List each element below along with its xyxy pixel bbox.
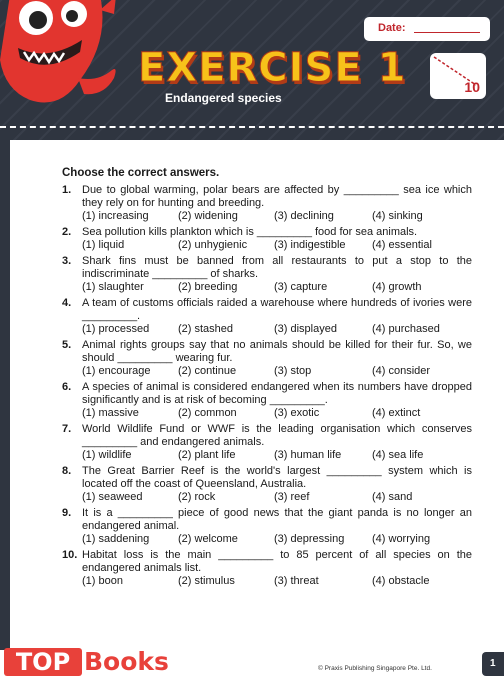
question-text: The Great Barrier Reef is the world's largest _________ system which is located off the coast of Queensland, Australia. xyxy=(82,465,472,490)
option-2[interactable]: (2) breeding xyxy=(178,281,238,293)
exercise-title: EXERCISE 1 xyxy=(138,45,407,91)
option-1[interactable]: (1) liquid xyxy=(82,239,125,251)
monster-mascot-icon xyxy=(0,0,118,120)
instructions: Choose the correct answers. xyxy=(62,167,220,179)
question-text: Habitat loss is the main _________ to 85 percent of all species on the endangered animals list. xyxy=(82,549,472,574)
option-2[interactable]: (2) widening xyxy=(178,210,238,222)
question-number: 3. xyxy=(62,255,72,267)
exercise-header xyxy=(0,0,504,140)
question-number: 1. xyxy=(62,184,72,196)
date-line xyxy=(414,32,480,33)
option-4[interactable]: (4) sinking xyxy=(372,210,423,222)
brand-top: TOP xyxy=(4,648,82,676)
option-4[interactable]: (4) growth xyxy=(372,281,422,293)
option-3[interactable]: (3) stop xyxy=(274,365,312,377)
option-2[interactable]: (2) common xyxy=(178,407,237,419)
option-3[interactable]: (3) displayed xyxy=(274,323,337,335)
option-1[interactable]: (1) slaughter xyxy=(82,281,144,293)
topbooks-logo xyxy=(4,648,188,676)
option-1[interactable]: (1) boon xyxy=(82,575,123,587)
exercise-subtitle: Endangered species xyxy=(165,91,282,105)
date-label: Date: xyxy=(378,22,406,34)
question-2 xyxy=(62,226,472,252)
option-1[interactable]: (1) encourage xyxy=(82,365,151,377)
question-number: 5. xyxy=(62,339,72,351)
option-1[interactable]: (1) saddening xyxy=(82,533,150,545)
total-score: 10 xyxy=(464,79,480,95)
question-1 xyxy=(62,184,472,223)
question-list xyxy=(62,184,472,591)
option-1[interactable]: (1) increasing xyxy=(82,210,149,222)
option-2[interactable]: (2) continue xyxy=(178,365,237,377)
option-1[interactable]: (1) processed xyxy=(82,323,150,335)
question-text: Animal rights groups say that no animals should be killed for their fur. So, we should _________ wearing fur. xyxy=(82,339,472,364)
option-2[interactable]: (2) unhygienic xyxy=(178,239,248,251)
question-4 xyxy=(62,297,472,336)
option-2[interactable]: (2) rock xyxy=(178,491,216,503)
option-4[interactable]: (4) obstacle xyxy=(372,575,430,587)
question-10 xyxy=(62,549,472,588)
question-text: Shark fins must be banned from all restaurants to put a stop to the indiscriminate _________ of sharks. xyxy=(82,255,472,280)
option-3[interactable]: (3) reef xyxy=(274,491,310,503)
brand-books: Books xyxy=(84,647,169,676)
question-text: Sea pollution kills plankton which is _________ food for sea animals. xyxy=(82,226,418,238)
score-box xyxy=(430,53,486,99)
option-2[interactable]: (2) stimulus xyxy=(178,575,235,587)
page-number: 1 xyxy=(490,658,496,669)
question-9 xyxy=(62,507,472,546)
option-3[interactable]: (3) indigestible xyxy=(274,239,346,251)
option-1[interactable]: (1) wildlife xyxy=(82,449,132,461)
option-4[interactable]: (4) sand xyxy=(372,491,413,503)
option-3[interactable]: (3) human life xyxy=(274,449,342,461)
question-text: It is a _________ piece of good news that the giant panda is no longer an endangered animal. xyxy=(82,507,472,532)
option-4[interactable]: (4) worrying xyxy=(372,533,431,545)
option-3[interactable]: (3) capture xyxy=(274,281,328,293)
header-dashed-divider xyxy=(0,126,504,128)
option-4[interactable]: (4) sea life xyxy=(372,449,424,461)
question-number: 2. xyxy=(62,226,72,238)
question-8 xyxy=(62,465,472,504)
question-number: 4. xyxy=(62,297,72,309)
option-3[interactable]: (3) declining xyxy=(274,210,334,222)
question-7 xyxy=(62,423,472,462)
option-3[interactable]: (3) threat xyxy=(274,575,319,587)
option-2[interactable]: (2) welcome xyxy=(178,533,238,545)
question-number: 9. xyxy=(62,507,72,519)
option-1[interactable]: (1) massive xyxy=(82,407,139,419)
option-3[interactable]: (3) depressing xyxy=(274,533,345,545)
question-number: 7. xyxy=(62,423,72,435)
question-text: A species of animal is considered endangered when its numbers have dropped significantly and is at risk of becoming _________. xyxy=(82,381,472,406)
question-text: A team of customs officials raided a warehouse where hundreds of ivories were _________. xyxy=(82,297,472,322)
question-text: Due to global warming, polar bears are affected by _________ sea ice which they rely on for hunting and breeding. xyxy=(82,184,472,209)
option-4[interactable]: (4) purchased xyxy=(372,323,440,335)
option-3[interactable]: (3) exotic xyxy=(274,407,320,419)
question-number: 8. xyxy=(62,465,72,477)
option-2[interactable]: (2) plant life xyxy=(178,449,236,461)
option-4[interactable]: (4) essential xyxy=(372,239,432,251)
option-4[interactable]: (4) extinct xyxy=(372,407,421,419)
question-3 xyxy=(62,255,472,294)
copyright-text: © Praxis Publishing Singapore Pte. Ltd. xyxy=(318,665,432,672)
side-strip xyxy=(0,140,10,650)
date-field[interactable] xyxy=(364,17,490,41)
question-6 xyxy=(62,381,472,420)
question-number: 6. xyxy=(62,381,72,393)
question-number: 10. xyxy=(62,549,78,561)
question-5 xyxy=(62,339,472,378)
option-2[interactable]: (2) stashed xyxy=(178,323,234,335)
page-number-tab xyxy=(482,652,504,676)
option-1[interactable]: (1) seaweed xyxy=(82,491,143,503)
question-text: World Wildlife Fund or WWF is the leading organisation which conserves _________ and endangered animals. xyxy=(82,423,472,448)
option-4[interactable]: (4) consider xyxy=(372,365,431,377)
